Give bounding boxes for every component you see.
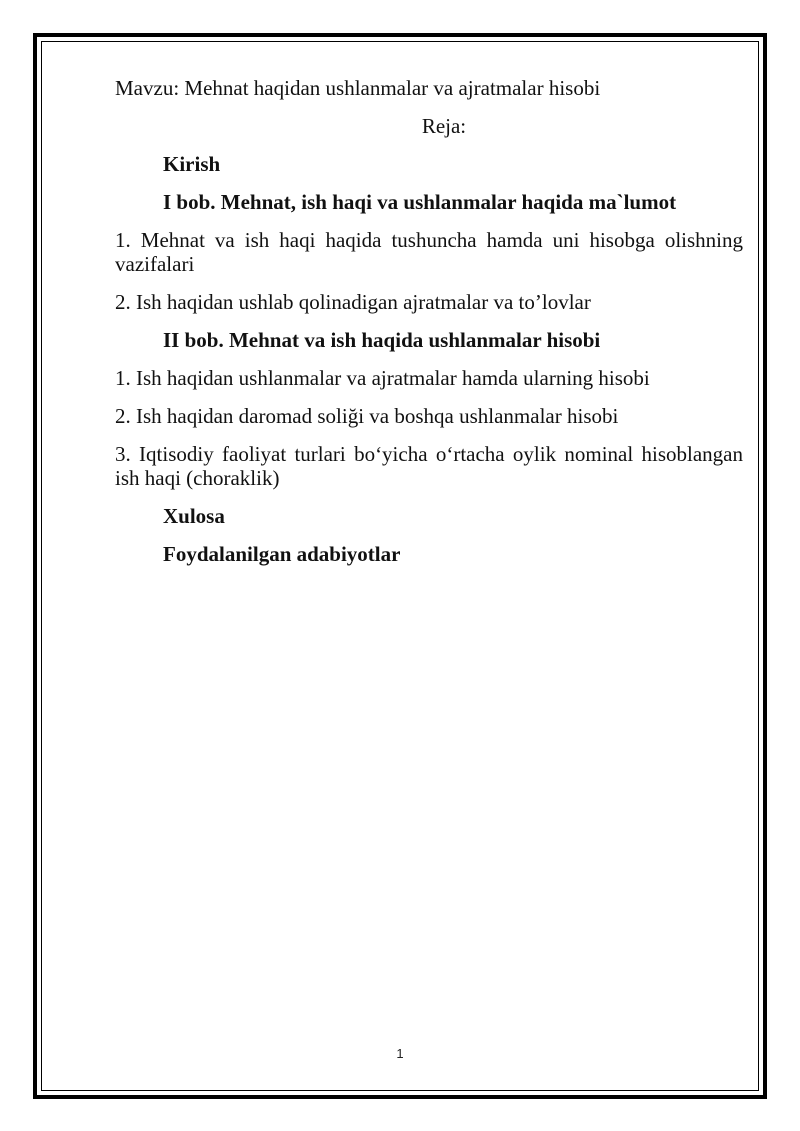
plan-heading: Reja: — [421, 114, 467, 138]
page-number: 1 — [396, 1046, 404, 1061]
chapter-1-item-1: 1. Mehnat va ish haqi haqida tushuncha hamda uni hisobga olishning vazifalari — [115, 228, 743, 276]
chapter-1-item-2: 2. Ish haqidan ushlab qolinadigan ajratmalar va to’lovlar — [115, 290, 591, 314]
chapter-1-title: I bob. Mehnat, ish haqi va ushlanmalar haqida ma`lumot — [163, 190, 677, 214]
document-content — [115, 76, 743, 580]
chapter-2-title: II bob. Mehnat va ish haqida ushlanmalar hisobi — [163, 328, 601, 352]
conclusion-heading: Xulosa — [163, 504, 225, 528]
intro-heading: Kirish — [163, 152, 221, 176]
chapter-2-item-3: 3. Iqtisodiy faoliyat turlari bo‘yicha o‘rtacha oylik nominal hisoblangan ish haqi (choraklik) — [115, 442, 743, 490]
chapter-2-item-2: 2. Ish haqidan daromad soliği va boshqa ushlanmalar hisobi — [115, 404, 619, 428]
chapter-2-item-1: 1. Ish haqidan ushlanmalar va ajratmalar hamda ularning hisobi — [115, 366, 650, 390]
topic-line: Mavzu: Mehnat haqidan ushlanmalar va ajratmalar hisobi — [115, 76, 601, 100]
references-heading: Foydalanilgan adabiyotlar — [163, 542, 401, 566]
